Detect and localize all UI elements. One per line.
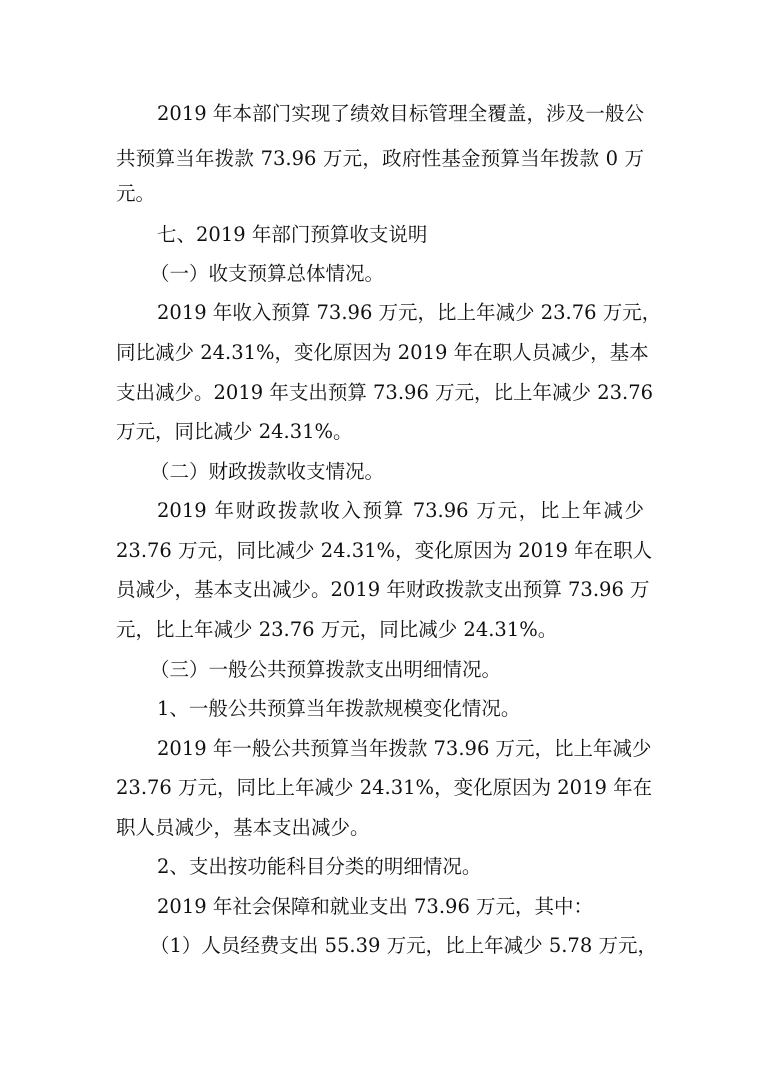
paragraph-line: 2019 年财政拨款收入预算 73.96 万元，比上年减少 — [157, 499, 644, 522]
paragraph-line: 员减少，基本支出减少。2019 年财政拨款支出预算 73.96 万 — [116, 578, 650, 601]
subsection-heading: （二）财政拨款收支情况。 — [150, 460, 385, 483]
paragraph-line: 23.76 万元，同比上年减少 24.31%，变化原因为 2019 年在 — [116, 776, 653, 799]
paragraph-line: 2019 年一般公共预算当年拨款 73.96 万元，比上年减少 — [157, 737, 652, 760]
subsection-heading: （一）收支预算总体情况。 — [150, 262, 385, 285]
paragraph-line: 支出减少。2019 年支出预算 73.96 万元，比上年减少 23.76 — [116, 381, 654, 404]
paragraph-line: 元。 — [116, 182, 156, 205]
item-heading: 2、支出按功能科目分类的明细情况。 — [157, 855, 482, 878]
item-heading: 1、一般公共预算当年拨款规模变化情况。 — [157, 697, 521, 720]
paragraph-line: 共预算当年拨款 73.96 万元，政府性基金预算当年拨款 0 万 — [116, 147, 644, 170]
paragraph-line: 万元，同比减少 24.31%。 — [116, 420, 353, 443]
section-heading: 七、2019 年部门预算收支说明 — [157, 223, 428, 246]
paragraph-line: 23.76 万元，同比减少 24.31%，变化原因为 2019 年在职人 — [116, 539, 653, 562]
paragraph-line: 职人员减少，基本支出减少。 — [116, 816, 370, 839]
paragraph-line: 2019 年本部门实现了绩效目标管理全覆盖，涉及一般公 — [157, 102, 644, 125]
subsection-heading: （三）一般公共预算拨款支出明细情况。 — [150, 658, 502, 681]
paragraph-line: 2019 年社会保障和就业支出 73.96 万元，其中： — [157, 895, 594, 918]
paragraph-line: （1）人员经费支出 55.39 万元，比上年减少 5.78 万元， — [150, 934, 657, 957]
paragraph-line: 同比减少 24.31%，变化原因为 2019 年在职人员减少，基本 — [116, 341, 649, 364]
paragraph-line: 元，比上年减少 23.76 万元，同比减少 24.31%。 — [116, 618, 558, 641]
paragraph-line: 2019 年收入预算 73.96 万元，比上年减少 23.76 万元， — [157, 301, 662, 324]
